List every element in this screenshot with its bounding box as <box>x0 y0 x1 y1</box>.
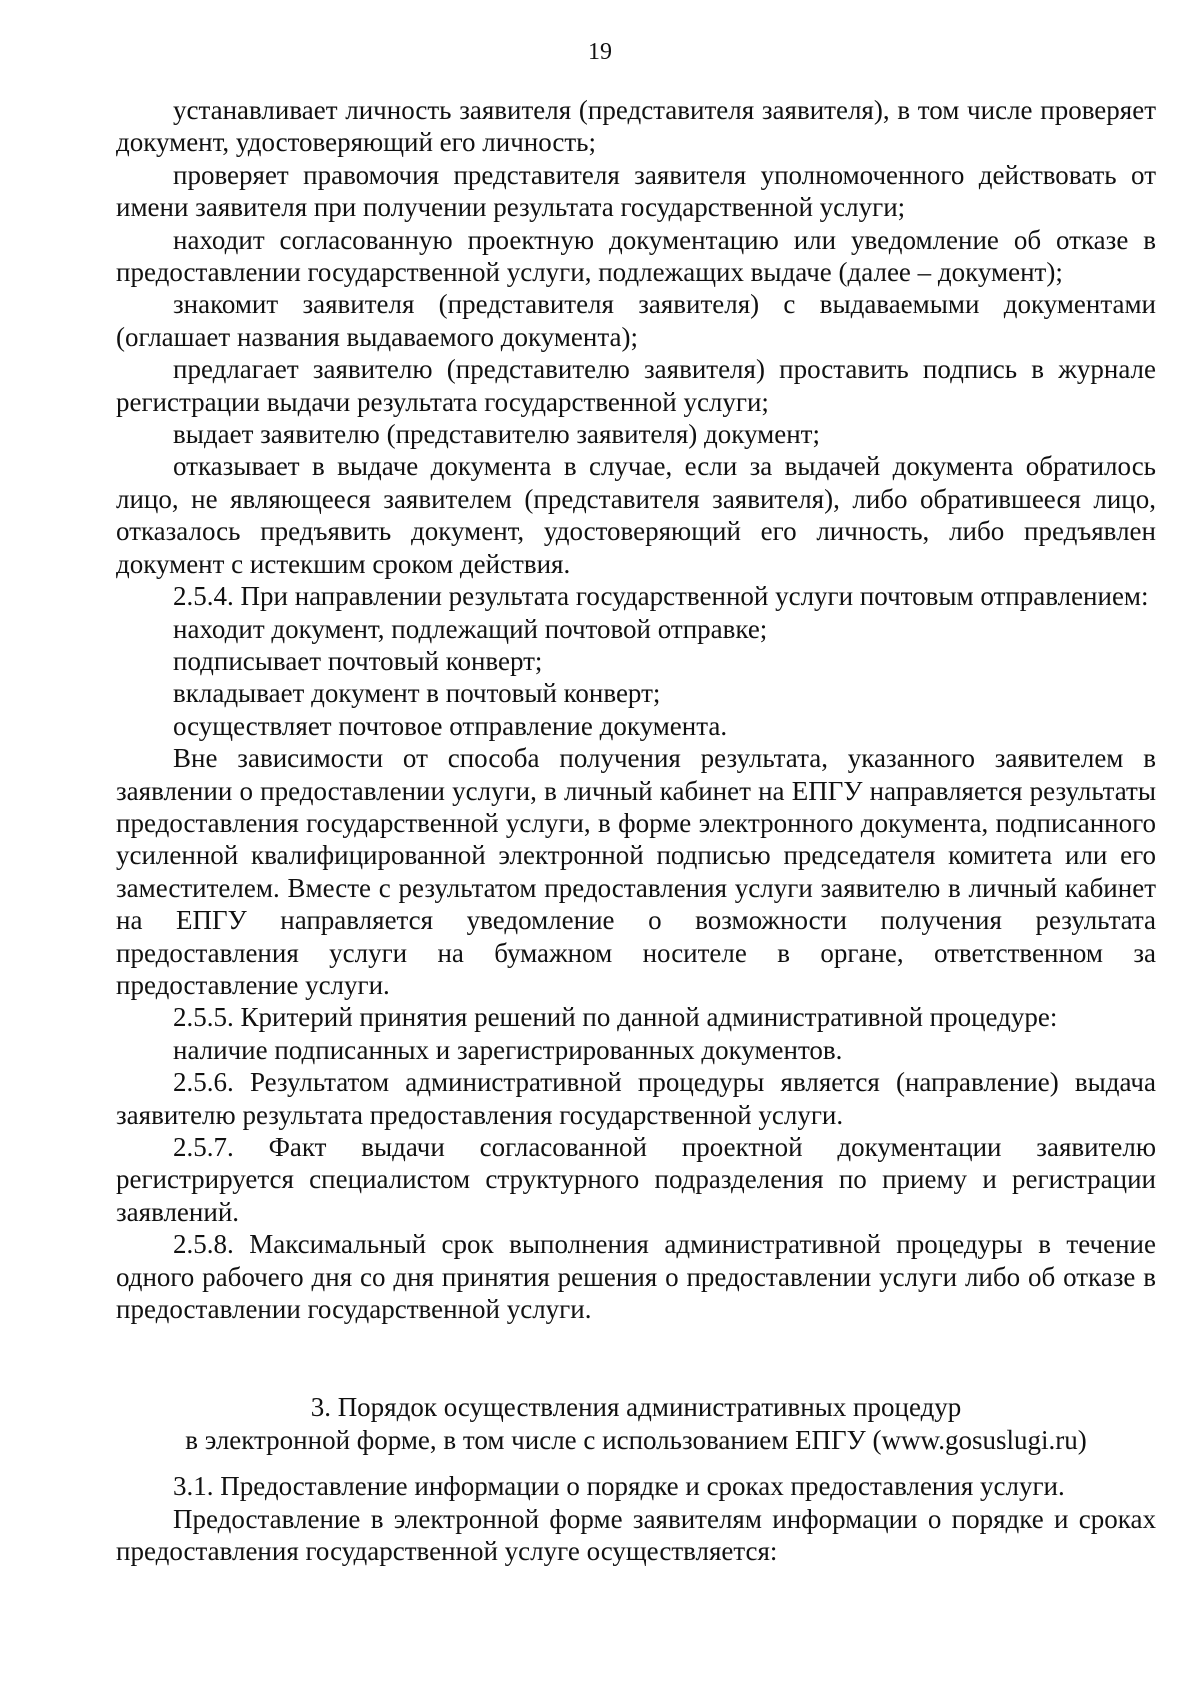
paragraph: проверяет правомочия представителя заявителя уполномоченного действовать от имени заявителя при получении результата государственной услуги; <box>116 159 1156 223</box>
paragraph: вкладывает документ в почтовый конверт; <box>173 678 661 709</box>
paragraph: Вне зависимости от способа получения результата, указанного заявителем в заявлении о предоставлении услуги, в личный кабинет на ЕПГУ направляется результаты предоставления государственной услуги, в форме электронного документа, подписанного усиленной квалифицированной электронной подписью председателя комитета или его заместителем. Вместе с результатом предоставления услуги заявителю в личный кабинет на ЕПГУ направляется уведомление о возможности получения результата предоставления услуги на бумажном носителе в органе, ответственном за предоставление услуги. <box>116 743 1156 1000</box>
paragraph: знакомит заявителя (представителя заявителя) с выдаваемыми документами (оглашает названия выдаваемого документа); <box>116 289 1156 352</box>
paragraph: выдает заявителю (представителю заявителя) документ; <box>173 419 820 450</box>
paragraph-2-5-7: 2.5.7. Факт выдачи согласованной проектной документации заявителю регистрируется специалистом структурного подразделения по приему и регистрации заявлений. <box>116 1132 1156 1227</box>
paragraph-2-5-5: 2.5.5. Критерий принятия решений по данной административной процедуре: <box>173 1002 1058 1033</box>
paragraph-3-1: 3.1. Предоставление информации о порядке и сроках предоставления услуги. <box>173 1471 1065 1502</box>
paragraph: подписывает почтовый конверт; <box>173 645 543 676</box>
paragraph: Предоставление в электронной форме заявителям информации о порядке и сроках предоставления государственной услуге осуществляется: <box>116 1503 1156 1567</box>
document-body <box>116 94 1156 1567</box>
paragraph: отказывает в выдаче документа в случае, если за выдачей документа обратилось лицо, не являющееся заявителем (представителя заявителя), либо обратившееся лицо, отказалось предъявить документ, удостоверяющий его личность, либо предъявлен документ с истекшим сроком действия. <box>116 451 1156 579</box>
paragraph: наличие подписанных и зарегистрированных документов. <box>173 1034 843 1065</box>
paragraph-2-5-8: 2.5.8. Максимальный срок выполнения административной процедуры в течение одного рабочего дня со дня принятия решения о предоставлении услуги либо об отказе в предоставлении государственной услуги. <box>116 1229 1156 1325</box>
section-heading-line-2: в электронной форме, в том числе с использованием ЕПГУ (www.gosuslugi.ru) <box>185 1424 1087 1455</box>
paragraph-2-5-6: 2.5.6. Результатом административной процедуры является (направление) выдача заявителю результата предоставления государственной услуги. <box>116 1067 1156 1130</box>
section-heading-line-1: 3. Порядок осуществления административных процедур <box>310 1392 962 1423</box>
paragraph: предлагает заявителю (представителю заявителя) проставить подпись в журнале регистрации выдачи результата государственной услуги; <box>116 354 1156 417</box>
paragraph: находит документ, подлежащий почтовой отправке; <box>173 613 768 644</box>
paragraph-2-5-4: 2.5.4. При направлении результата государственной услуги почтовым отправлением: <box>173 581 1149 612</box>
paragraph: устанавливает личность заявителя (представителя заявителя), в том числе проверяет документ, удостоверяющий его личность; <box>116 95 1156 158</box>
paragraph: осуществляет почтовое отправление документа. <box>173 710 728 741</box>
section-heading <box>116 1391 1156 1456</box>
page-number: 19 <box>588 39 612 65</box>
paragraph: находит согласованную проектную документацию или уведомление об отказе в предоставлении государственной услуги, подлежащих выдаче (далее – документ); <box>116 224 1156 288</box>
